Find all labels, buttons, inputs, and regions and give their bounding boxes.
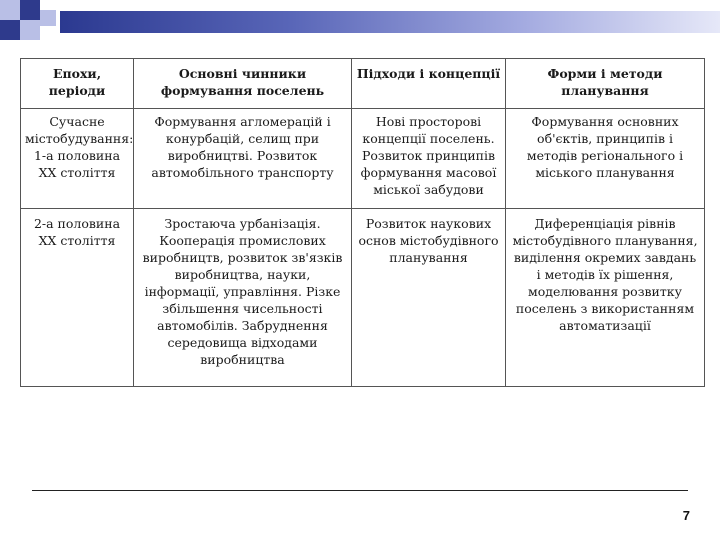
table-cell: Сучасне містобудування: 1-а половина XX століття <box>21 109 134 209</box>
table-header-row <box>21 59 705 109</box>
decor-square <box>20 20 40 40</box>
title-gradient-bar <box>60 11 720 33</box>
decor-square <box>20 0 40 20</box>
header-cell-factors: Основні чинники формування поселень <box>134 59 352 109</box>
table-cell: 2-а половина XX століття <box>21 209 134 387</box>
header-cell-approaches: Підходи і концепції <box>352 59 506 109</box>
header-decoration <box>0 0 720 42</box>
table-cell: Нові просторові концепції поселень. Розвиток принципів формування масової міської забудови <box>352 109 506 209</box>
header-cell-methods: Форми і методи планування <box>506 59 705 109</box>
table-cell: Формування основних об'єктів, принципів і методів регіонального і міського планування <box>506 109 705 209</box>
header-cell-epochs: Епохи, періоди <box>21 59 134 109</box>
table-cell: Розвиток наукових основ містобудівного планування <box>352 209 506 387</box>
decor-square <box>0 20 20 40</box>
footer-divider <box>32 490 688 491</box>
table-cell: Формування агломерацій і конурбацій, селищ при виробництві. Розвиток автомобільного транспорту <box>134 109 352 209</box>
table-row <box>21 209 705 387</box>
table-cell: Диференціація рівнів містобудівного планування, виділення окремих завдань і методів їх рішення, моделювання розвитку поселень з використанням автоматизації <box>506 209 705 387</box>
table-row <box>21 109 705 209</box>
planning-epochs-table <box>20 58 705 387</box>
decor-square <box>40 10 56 26</box>
table-cell: Зростаюча урбанізація. Кооперація промислових виробництв, розвиток зв'язків виробництва, науки, інформації, управління. Різке збільшення чисельності автомобілів. Забруднення середовища відходами виробництва <box>134 209 352 387</box>
page-number: 7 <box>682 508 690 523</box>
decor-square <box>0 0 20 20</box>
